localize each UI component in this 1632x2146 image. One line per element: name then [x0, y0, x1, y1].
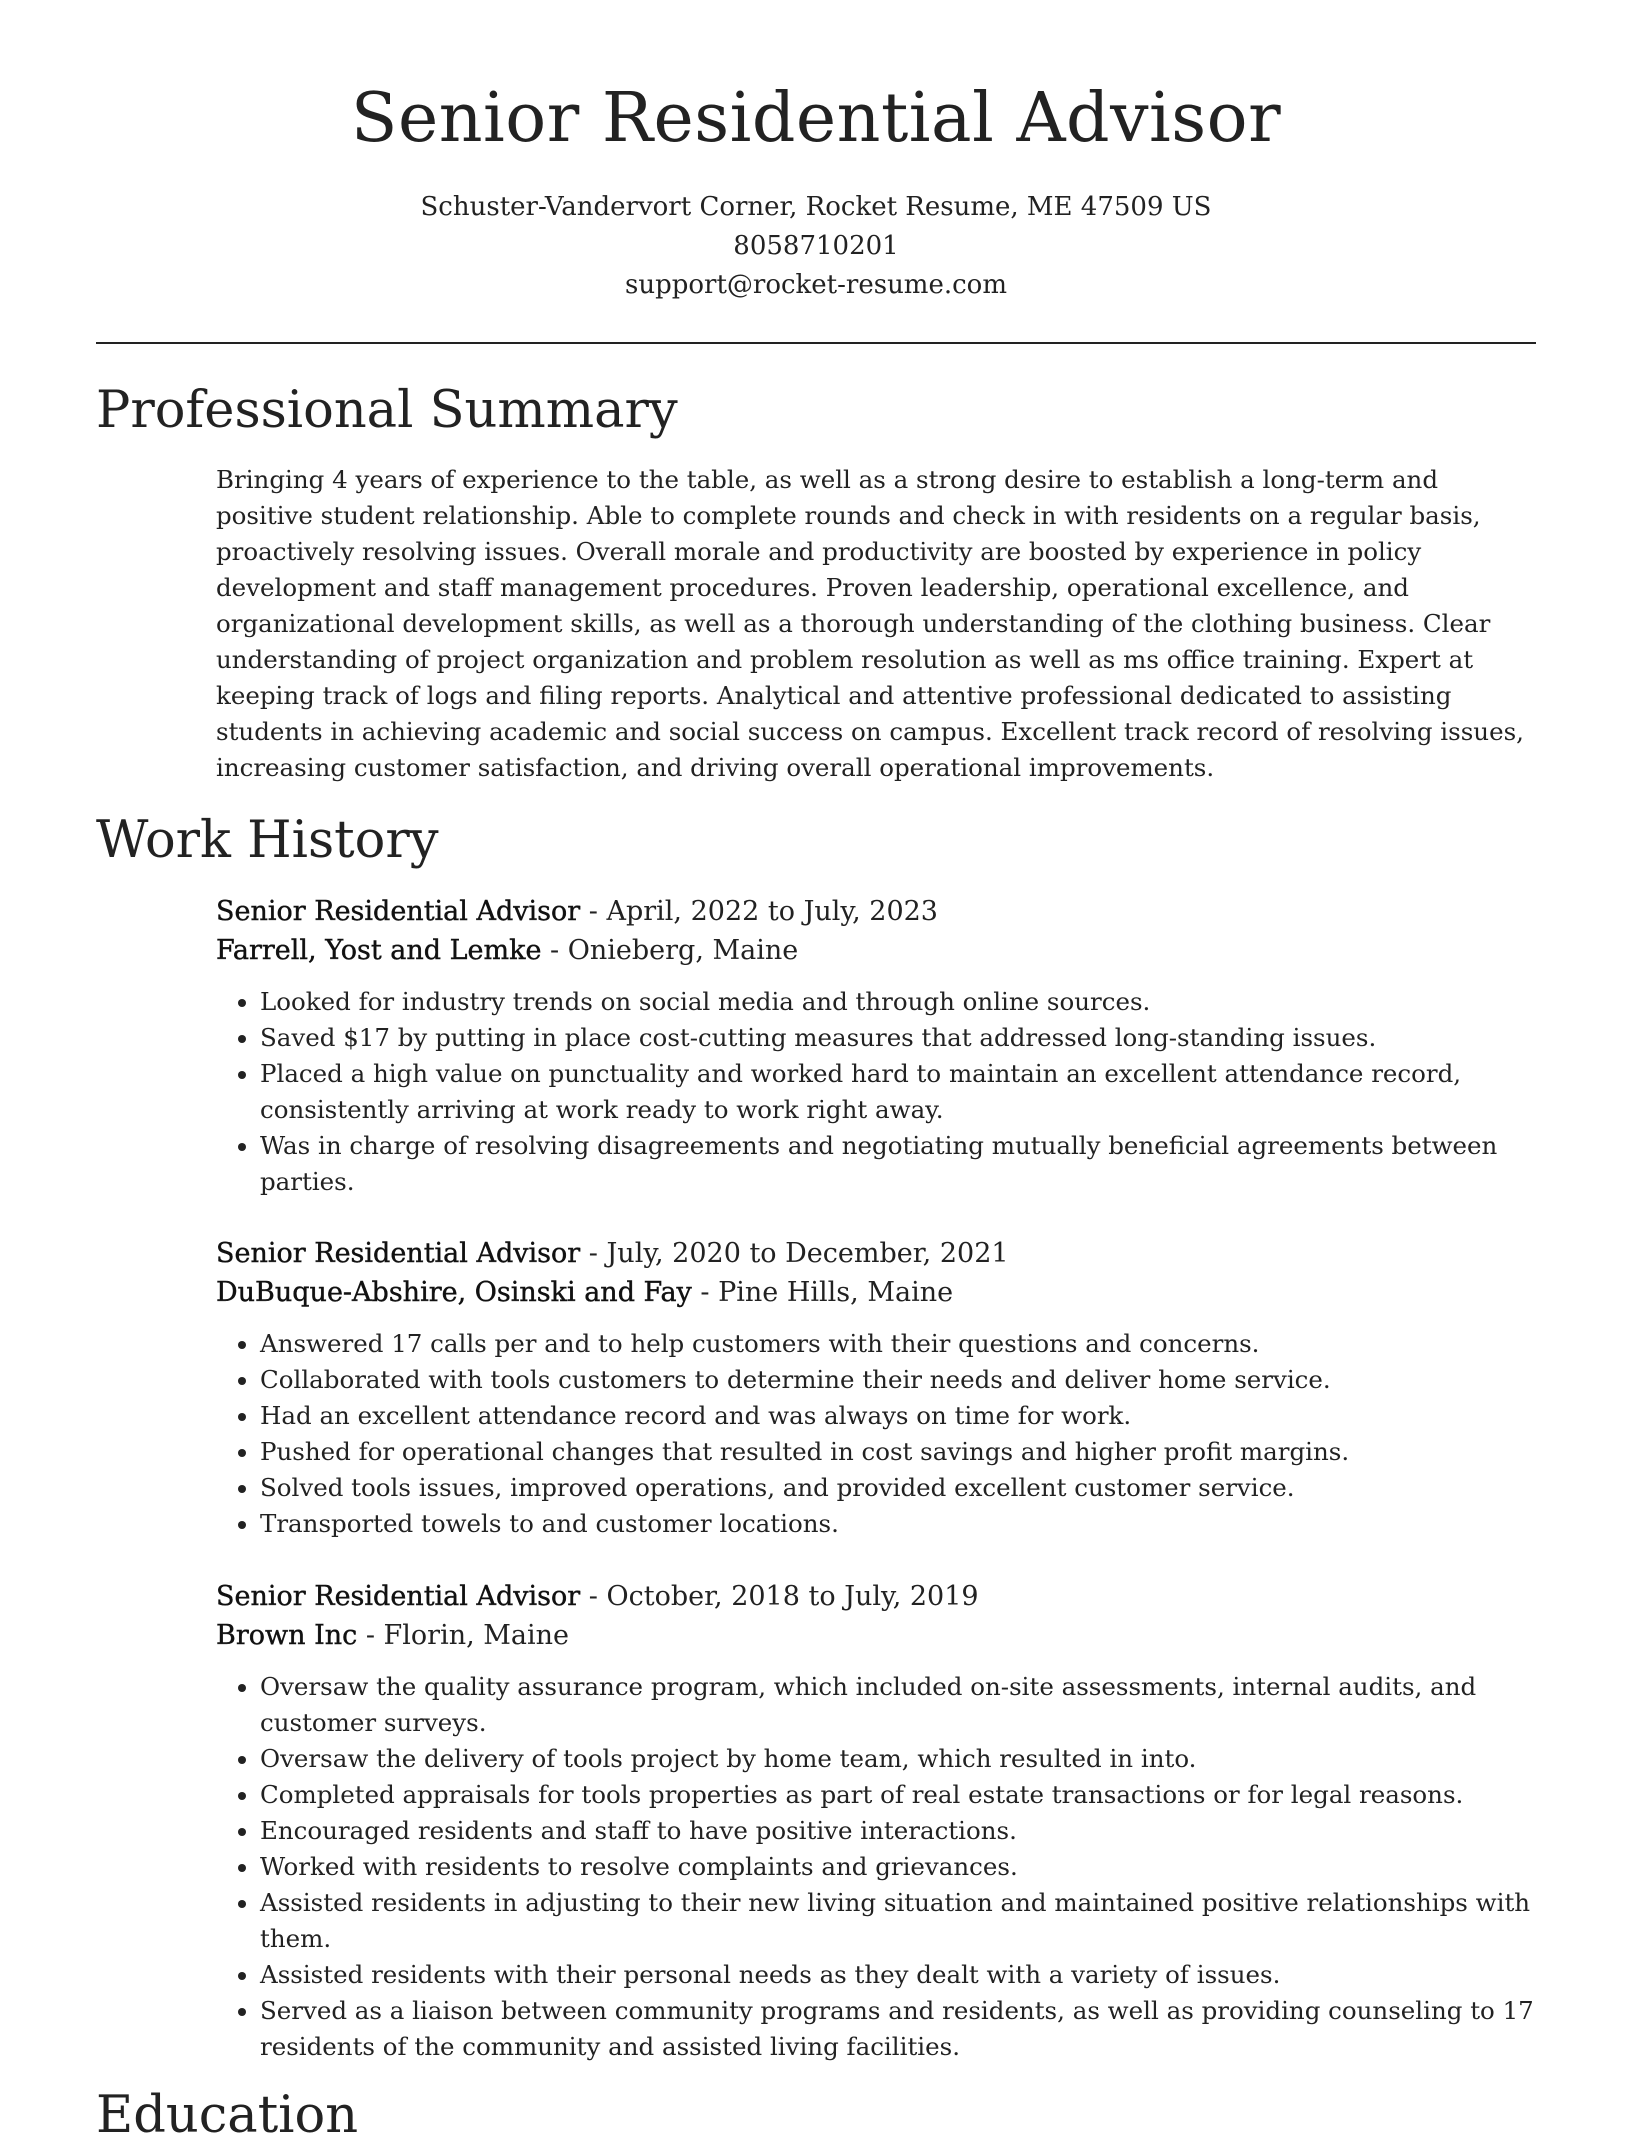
job-title: Senior Residential Advisor — [216, 1238, 581, 1269]
duty-item: • Collaborated with tools customers to determine their needs and deliver home service. — [260, 1362, 1536, 1398]
job-title: Senior Residential Advisor — [216, 896, 581, 927]
section-heading-summary: Professional Summary — [96, 381, 678, 440]
duty-item: • Oversaw the delivery of tools project by home team, which resulted in into. — [260, 1741, 1536, 1777]
duty-item: • Answered 17 calls per and to help customers with their questions and concerns. — [260, 1326, 1536, 1362]
job-location: - Florin, Maine — [357, 1620, 570, 1651]
duty-item: • Was in charge of resolving disagreements and negotiating mutually beneficial agreements between parties. — [260, 1128, 1536, 1200]
duty-item: • Encouraged residents and staff to have positive interactions. — [260, 1813, 1536, 1849]
duty-item: • Placed a high value on punctuality and worked hard to maintain an excellent attendance record, consistently arriving at work ready to work right away. — [260, 1056, 1536, 1128]
job-entry — [216, 1577, 1536, 2065]
job-duties-list — [216, 1669, 1536, 2065]
resume-header — [96, 78, 1536, 305]
duty-item: • Looked for industry trends on social media and through online sources. — [260, 984, 1536, 1020]
candidate-name: Senior Residential Advisor — [350, 79, 1282, 158]
job-company: DuBuque-Abshire, Osinski and Fay — [216, 1277, 692, 1308]
duty-item: • Assisted residents in adjusting to their new living situation and maintained positive relationships with them. — [260, 1885, 1536, 1957]
job-company: Brown Inc — [216, 1620, 358, 1651]
job-duties-list — [216, 1326, 1536, 1542]
job-dates: - July, 2020 to December, 2021 — [580, 1238, 1009, 1269]
job-dates: - October, 2018 to July, 2019 — [580, 1581, 979, 1612]
duty-item: • Pushed for operational changes that resulted in cost savings and higher profit margins. — [260, 1434, 1536, 1470]
job-location: - Onieberg, Maine — [541, 935, 799, 966]
duty-item: • Transported towels to and customer locations. — [260, 1506, 1536, 1542]
duty-item: • Saved $17 by putting in place cost-cutting measures that addressed long-standing issues. — [260, 1020, 1536, 1056]
job-title-line — [216, 1577, 1536, 1616]
job-entry — [216, 892, 1536, 1200]
job-company-line — [216, 1616, 1536, 1655]
job-duties-list — [216, 984, 1536, 1200]
duty-item: • Had an excellent attendance record and was always on time for work. — [260, 1398, 1536, 1434]
duty-item: • Oversaw the quality assurance program, which included on-site assessments, internal audits, and customer surveys. — [260, 1669, 1536, 1741]
job-dates: - April, 2022 to July, 2023 — [580, 896, 938, 927]
contact-phone: 8058710201 — [733, 230, 899, 261]
contact-address: Schuster-Vandervort Corner, Rocket Resume, ME 47509 US — [420, 191, 1212, 222]
job-company-line — [216, 931, 1536, 970]
section-heading-education: Education — [96, 2086, 359, 2145]
duty-item: • Assisted residents with their personal needs as they dealt with a variety of issues. — [260, 1957, 1536, 1993]
contact-info — [96, 188, 1536, 305]
job-title-line — [216, 1234, 1536, 1273]
job-entry — [216, 1234, 1536, 1542]
header-divider — [96, 342, 1536, 344]
summary-section — [216, 462, 1536, 786]
section-heading-work-history: Work History — [96, 811, 439, 870]
summary-text: Bringing 4 years of experience to the table, as well as a strong desire to establish a long-term and positive student relationship. Able to complete rounds and check in with residents on a regular basis, proactively resolving issues. Overall morale and productivity are boosted by experience in policy development and staff management procedures. Proven leadership, operational excellence, and organizational development skills, as well as a thorough understanding of the clothing business. Clear understanding of project organization and problem resolution as well as ms office training. Expert at keeping track of logs and filing reports. Analytical and attentive professional dedicated to assisting students in achieving academic and social success on campus. Excellent track record of resolving issues, increasing customer satisfaction, and driving overall operational improvements. — [216, 465, 1524, 782]
job-title-line — [216, 892, 1536, 931]
job-company-line — [216, 1273, 1536, 1312]
duty-item: • Completed appraisals for tools properties as part of real estate transactions or for legal reasons. — [260, 1777, 1536, 1813]
duty-item: • Worked with residents to resolve complaints and grievances. — [260, 1849, 1536, 1885]
job-company: Farrell, Yost and Lemke — [216, 935, 542, 966]
contact-email: support@rocket-resume.com — [624, 269, 1007, 300]
duty-item: • Served as a liaison between community programs and residents, as well as providing counseling to 17 residents of the community and assisted living facilities. — [260, 1993, 1536, 2065]
job-location: - Pine Hills, Maine — [691, 1277, 954, 1308]
job-title: Senior Residential Advisor — [216, 1581, 581, 1612]
duty-item: • Solved tools issues, improved operations, and provided excellent customer service. — [260, 1470, 1536, 1506]
